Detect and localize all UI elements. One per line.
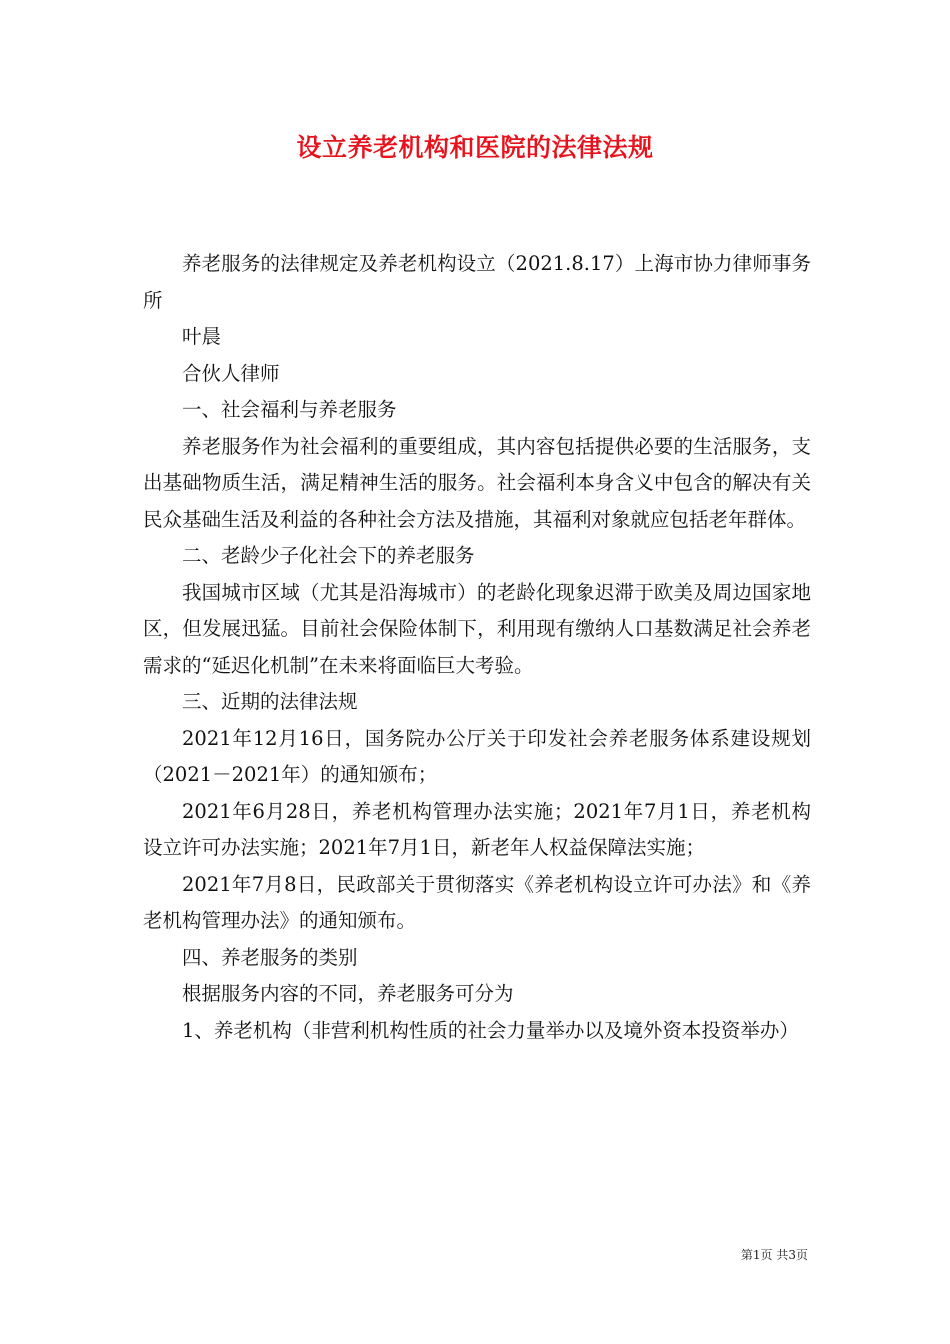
paragraph-author: 叶晨 <box>182 325 222 348</box>
paragraph-law-1: 2021年12月16日，国务院办公厅关于印发社会养老服务体系建设规划（2021－2021年）的通知颁布； <box>143 726 811 786</box>
paragraph-section-1: 养老服务作为社会福利的重要组成，其内容包括提供必要的生活服务，支出基础物质生活，满足精神生活的服务。社会福利本身含义中包含的解决有关民众基础生活及利益的各种社会方法及措施，其福利对象就应包括老年群体。 <box>143 434 811 531</box>
section-heading-4: 四、养老服务的类别 <box>182 945 358 969</box>
section-heading-3: 三、近期的法律法规 <box>182 690 358 713</box>
section-heading-2: 二、老龄少子化社会下的养老服务 <box>182 544 475 567</box>
paragraph-author-role: 合伙人律师 <box>182 361 280 385</box>
paragraph-law-2: 2021年6月28日，养老机构管理办法实施；2021年7月1日，养老机构设立许可办法实施；2021年7月1日，新老年人权益保障法实施； <box>143 799 811 859</box>
list-item-1: 1、养老机构（非营利机构性质的社会力量举办以及境外资本投资举办） <box>182 1018 799 1042</box>
section-heading-1: 一、社会福利与养老服务 <box>182 398 397 421</box>
paragraph-source: 养老服务的法律规定及养老机构设立（2021.8.17）上海市协力律师事务所 <box>143 252 811 312</box>
document-body <box>143 246 811 1049</box>
page-number: 第1页 共3页 <box>740 1248 808 1262</box>
paragraph-law-3: 2021年7月8日，民政部关于贯彻落实《养老机构设立许可办法》和《养老机构管理办法》的通知颁布。 <box>143 872 811 932</box>
paragraph-section-4: 根据服务内容的不同，养老服务可分为 <box>182 982 514 1005</box>
document-title: 设立养老机构和医院的法律法规 <box>296 133 654 162</box>
paragraph-section-2: 我国城市区域（尤其是沿海城市）的老龄化现象迟滞于欧美及周边国家地区，但发展迅猛。目前社会保险体制下，利用现有缴纳人口基数满足社会养老需求的“延迟化机制”在未来将面临巨大考验。 <box>143 580 811 677</box>
